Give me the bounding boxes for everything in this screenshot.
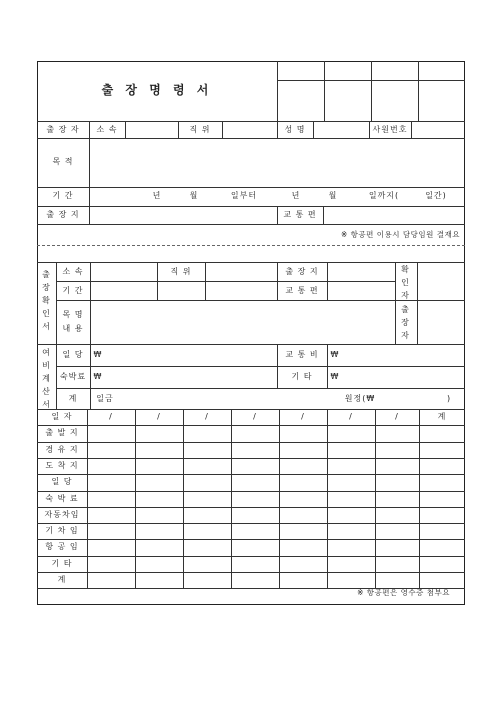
date-slash[interactable]: /: [157, 412, 161, 421]
detail-cell[interactable]: [420, 492, 464, 506]
approval-divider: [371, 61, 372, 121]
detail-cell[interactable]: [184, 443, 230, 457]
detail-cell[interactable]: [136, 475, 182, 489]
approval-divider: [277, 61, 278, 121]
detail-row-label: 항 공 임: [45, 542, 79, 552]
approval-divider: [418, 61, 419, 121]
detail-cell[interactable]: [328, 426, 374, 440]
detail-cell[interactable]: [184, 557, 230, 571]
cut-line: [37, 245, 465, 246]
detail-cell[interactable]: [280, 573, 326, 587]
approval-divider: [324, 61, 325, 121]
traveler-label: 출 장 자: [46, 125, 80, 134]
detail-cell[interactable]: [328, 443, 374, 457]
detail-cell[interactable]: [184, 540, 230, 554]
detail-cell[interactable]: [136, 524, 182, 538]
total-label: 계: [68, 394, 78, 403]
period-month-end: 월: [328, 191, 338, 200]
date-slash[interactable]: /: [301, 412, 305, 421]
detail-cell[interactable]: [232, 459, 278, 473]
detail-cell[interactable]: [328, 508, 374, 522]
other-cost-label: 기 타: [291, 372, 313, 381]
detail-cell[interactable]: [136, 557, 182, 571]
detail-cell[interactable]: [88, 508, 134, 522]
detail-cell[interactable]: [420, 573, 464, 587]
detail-col-line: [231, 409, 232, 588]
page-title: 출 장 명 령 서: [101, 83, 213, 97]
date-slash[interactable]: /: [109, 412, 113, 421]
name-label: 성 명: [284, 125, 306, 134]
detail-col-line: [183, 409, 184, 588]
affiliation-field[interactable]: [126, 122, 178, 137]
detail-row-label: 기 타: [51, 558, 73, 568]
detail-cell[interactable]: [328, 573, 374, 587]
detail-cell[interactable]: [376, 459, 418, 473]
position-label: 직 위: [189, 125, 211, 134]
destination-label: 출 장 지: [46, 210, 80, 219]
detail-cell[interactable]: [280, 557, 326, 571]
period-days-count: 일간): [425, 191, 447, 200]
detail-cell[interactable]: [376, 524, 418, 538]
daily-currency: ₩: [93, 350, 103, 359]
detail-cell[interactable]: [280, 540, 326, 554]
position-field[interactable]: [223, 122, 276, 137]
period-year-end: 년: [291, 191, 301, 200]
detail-cell[interactable]: [280, 459, 326, 473]
detail-cell[interactable]: [88, 557, 134, 571]
detail-row-line: [37, 523, 465, 524]
confirm-position-field[interactable]: [206, 263, 276, 280]
detail-cell[interactable]: [376, 492, 418, 506]
lodging-currency: ₩: [93, 372, 103, 381]
confirm-transport-label: 교 통 편: [285, 286, 319, 295]
transport-amount-field[interactable]: [342, 345, 464, 365]
detail-cell[interactable]: [376, 443, 418, 457]
detail-cell[interactable]: [232, 557, 278, 571]
detail-cell[interactable]: [420, 459, 464, 473]
detail-cell[interactable]: [184, 524, 230, 538]
detail-col-line: [419, 409, 420, 588]
confirm-destination-label: 출 장 지: [285, 267, 319, 276]
detail-cell[interactable]: [280, 443, 326, 457]
transport-cost-label: 교 통 비: [285, 350, 319, 359]
receipt-note: ※ 항공편은 영수증 첨부요: [357, 588, 450, 597]
detail-cell[interactable]: [232, 492, 278, 506]
detail-row-label: 기 차 임: [45, 526, 79, 536]
detail-cell[interactable]: [184, 492, 230, 506]
detail-cell[interactable]: [232, 524, 278, 538]
detail-cell[interactable]: [136, 443, 182, 457]
confirm-transport-field[interactable]: [328, 282, 394, 299]
detail-cell[interactable]: [328, 492, 374, 506]
period-year-start: 년: [152, 191, 162, 200]
detail-cell[interactable]: [420, 557, 464, 571]
detail-cell[interactable]: [376, 475, 418, 489]
detail-cell[interactable]: [376, 557, 418, 571]
total-col-header: 계: [437, 412, 447, 421]
confirm-side-label: 출장확인서: [42, 270, 51, 331]
period-month-start: 월: [189, 191, 199, 200]
lodging-amount-field[interactable]: [104, 367, 276, 387]
detail-cell[interactable]: [184, 508, 230, 522]
destination-field[interactable]: [90, 207, 276, 223]
approval-header-line: [277, 80, 465, 81]
confirm-period-field[interactable]: [91, 282, 276, 299]
detail-cell[interactable]: [420, 426, 464, 440]
detail-row-label: 출 발 지: [45, 428, 79, 438]
detail-cell[interactable]: [420, 508, 464, 522]
detail-cell[interactable]: [280, 426, 326, 440]
transport-field[interactable]: [324, 207, 464, 223]
other-currency: ₩: [330, 372, 340, 381]
detail-cell[interactable]: [88, 540, 134, 554]
detail-cell[interactable]: [136, 459, 182, 473]
detail-cell[interactable]: [88, 459, 134, 473]
detail-cell[interactable]: [232, 540, 278, 554]
detail-cell[interactable]: [376, 426, 418, 440]
detail-col-line: [87, 409, 88, 588]
total-close: ): [446, 394, 452, 403]
detail-cell[interactable]: [184, 459, 230, 473]
traveler-sign-box[interactable]: [418, 301, 464, 343]
other-amount-field[interactable]: [342, 367, 464, 387]
detail-cell[interactable]: [232, 508, 278, 522]
detail-cell[interactable]: [420, 540, 464, 554]
period-day-end: 일까지(: [368, 191, 400, 200]
confirm-affiliation-field[interactable]: [91, 263, 156, 280]
detail-cell[interactable]: [328, 557, 374, 571]
total-text: 일금: [96, 394, 114, 403]
detail-row-line: [37, 491, 465, 492]
confirm-content-label: 내 용: [62, 324, 84, 333]
purpose-field[interactable]: [90, 139, 464, 186]
detail-cell[interactable]: [88, 573, 134, 587]
detail-cell[interactable]: [280, 508, 326, 522]
detail-row-line: [37, 572, 465, 573]
detail-cell[interactable]: [328, 459, 374, 473]
detail-cell[interactable]: [88, 524, 134, 538]
total-amount-field[interactable]: [118, 389, 342, 408]
detail-row-line: [37, 539, 465, 540]
traveler-sign-label: 출장자: [401, 305, 410, 340]
expense-side-label: 여비계산서: [42, 348, 51, 409]
detail-col-line: [279, 409, 280, 588]
detail-row-label: 자동차임: [44, 509, 80, 519]
confirm-content-field[interactable]: [91, 301, 394, 343]
detail-cell[interactable]: [420, 443, 464, 457]
detail-cell[interactable]: [136, 492, 182, 506]
detail-cell[interactable]: [280, 475, 326, 489]
detail-cell[interactable]: [88, 475, 134, 489]
lodging-label: 숙박료: [59, 372, 87, 381]
detail-row-label: 경 유 지: [45, 444, 79, 454]
total-won: 원정(₩: [344, 394, 376, 403]
detail-cell[interactable]: [376, 573, 418, 587]
detail-cell[interactable]: [136, 540, 182, 554]
employee-no-label: 사원번호: [372, 125, 408, 134]
confirm-affiliation-label: 소 속: [62, 267, 84, 276]
period-day-start: 일부터: [230, 191, 258, 200]
detail-cell[interactable]: [232, 443, 278, 457]
date-slash[interactable]: /: [395, 412, 399, 421]
detail-cell[interactable]: [184, 426, 230, 440]
employee-no-field[interactable]: [412, 122, 464, 137]
detail-cell[interactable]: [136, 573, 182, 587]
detail-cell[interactable]: [328, 475, 374, 489]
daily-label: 일 당: [62, 350, 84, 359]
detail-row-line: [37, 474, 465, 475]
confirm-purpose-label: 목 명: [62, 310, 84, 319]
detail-cell[interactable]: [184, 475, 230, 489]
date-slash[interactable]: /: [253, 412, 257, 421]
detail-cell[interactable]: [88, 492, 134, 506]
confirmer-label: 확인자: [401, 265, 410, 300]
detail-cell[interactable]: [420, 475, 464, 489]
detail-cell[interactable]: [420, 524, 464, 538]
detail-cell[interactable]: [328, 524, 374, 538]
detail-row-line: [37, 507, 465, 508]
detail-row-line: [37, 442, 465, 443]
purpose-label: 목 적: [52, 157, 74, 166]
detail-row-line: [37, 556, 465, 557]
detail-cell[interactable]: [184, 573, 230, 587]
confirm-destination-field[interactable]: [328, 263, 394, 280]
air-approval-note: ※ 항공편 이용시 담당임원 결재요: [340, 230, 460, 239]
daily-amount-field[interactable]: [104, 345, 276, 365]
affiliation-label: 소 속: [96, 125, 118, 134]
confirm-position-label: 직 위: [170, 267, 192, 276]
detail-cell[interactable]: [136, 508, 182, 522]
transport-currency: ₩: [330, 350, 340, 359]
detail-cell[interactable]: [232, 475, 278, 489]
detail-row-label: 계: [57, 575, 67, 584]
detail-row-line: [37, 425, 465, 426]
detail-cell[interactable]: [88, 443, 134, 457]
detail-cell[interactable]: [136, 426, 182, 440]
confirm-period-label: 기 간: [62, 286, 84, 295]
period-label: 기 간: [52, 191, 74, 200]
detail-cell[interactable]: [232, 426, 278, 440]
detail-row-label: 숙 박 료: [45, 493, 79, 503]
detail-cell[interactable]: [88, 426, 134, 440]
detail-row-label: 일 당: [51, 477, 73, 487]
date-slash[interactable]: /: [205, 412, 209, 421]
detail-cell[interactable]: [280, 524, 326, 538]
detail-col-line: [327, 409, 328, 588]
detail-row-label: 도 착 지: [45, 460, 79, 470]
transport-label: 교 통 편: [283, 210, 317, 219]
date-header-label: 일 자: [51, 412, 73, 421]
detail-cell[interactable]: [376, 540, 418, 554]
name-field[interactable]: [314, 122, 368, 137]
confirmer-sign-box[interactable]: [418, 263, 464, 299]
detail-cell[interactable]: [232, 573, 278, 587]
detail-cell[interactable]: [376, 508, 418, 522]
detail-cell[interactable]: [328, 540, 374, 554]
detail-cell[interactable]: [280, 492, 326, 506]
detail-col-line: [135, 409, 136, 588]
detail-row-line: [37, 458, 465, 459]
detail-col-line: [375, 409, 376, 588]
date-slash[interactable]: /: [349, 412, 353, 421]
